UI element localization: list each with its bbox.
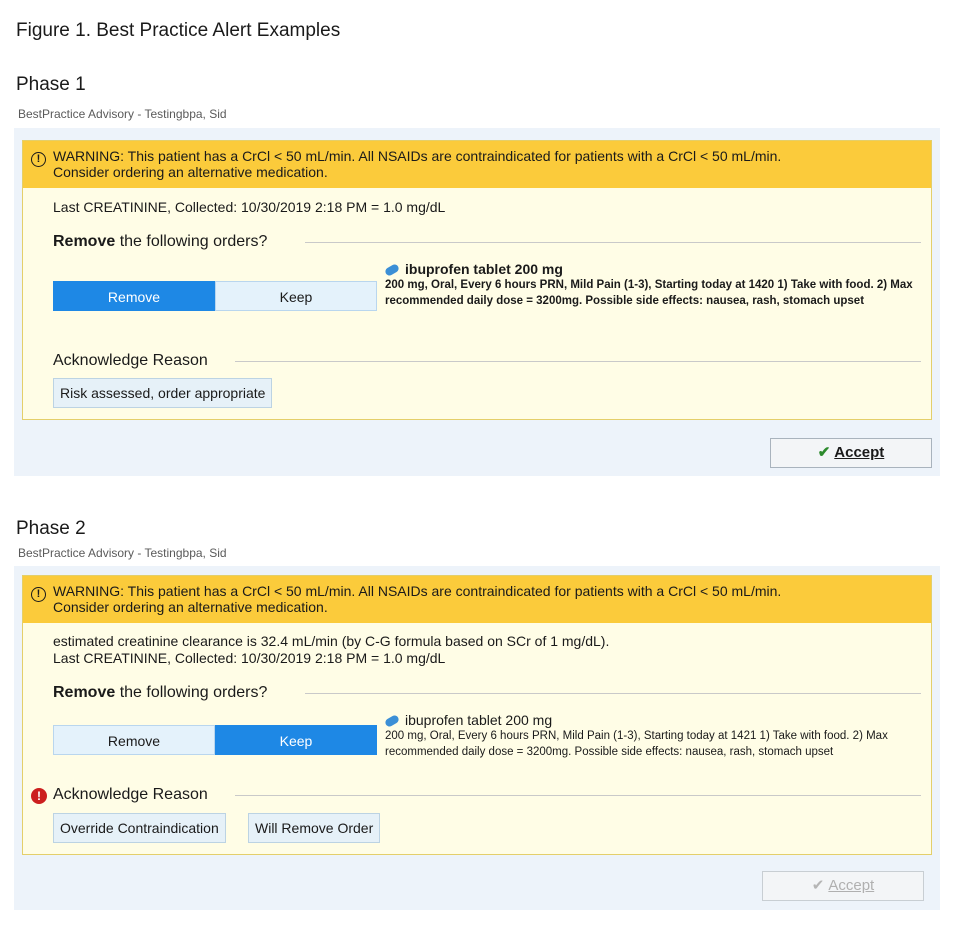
phase2-alert-panel — [22, 575, 932, 855]
checkmark-icon: ✔ — [817, 444, 831, 461]
phase1-warning-banner — [23, 141, 931, 188]
phase2-window-title: BestPractice Advisory - Testingbpa, Sid — [14, 540, 940, 566]
phase2-order-detail: 200 mg, Oral, Every 6 hours PRN, Mild Pain (1-3), Starting today at 1421 1) Take with food. 2) Max recommended daily dose = 3200mg. Possible side effects: nausea, rash, stomach upset — [385, 730, 888, 758]
phase2-keep-button[interactable]: Keep — [215, 725, 377, 755]
phase1-order — [385, 261, 925, 309]
phase2-order — [385, 712, 925, 760]
phase2-warning-banner — [23, 576, 931, 623]
phase2-warning-line2: Consider ordering an alternative medication. — [53, 599, 328, 615]
phase2-remove-button[interactable]: Remove — [53, 725, 215, 755]
phase1-alert-panel — [22, 140, 932, 420]
error-icon: ! — [31, 788, 47, 804]
phase2-accept-button[interactable]: ✔ Accept — [762, 871, 924, 901]
medication-icon — [384, 714, 400, 728]
warning-icon: ! — [31, 152, 46, 167]
phase1-remove-heading: Remove the following orders? — [53, 233, 268, 250]
phase1-remove-button[interactable]: Remove — [53, 281, 215, 311]
phase1-warning-line1: WARNING: This patient has a CrCl < 50 mL/min. All NSAIDs are contraindicated for patients with a CrCl < 50 mL/min. — [53, 148, 782, 164]
phase2-warning-line1: WARNING: This patient has a CrCl < 50 mL/min. All NSAIDs are contraindicated for patients with a CrCl < 50 mL/min. — [53, 583, 782, 599]
phase2-remove-heading: Remove the following orders? — [53, 684, 268, 701]
phase2-crcl-estimate: estimated creatinine clearance is 32.4 mL/min (by C-G formula based on SCr of 1 mg/dL). — [53, 633, 610, 649]
phase1-ack-heading: Acknowledge Reason — [53, 352, 208, 369]
phase1-order-name: ibuprofen tablet 200 mg — [405, 261, 563, 277]
phase2-lab-result: Last CREATININE, Collected: 10/30/2019 2:18 PM = 1.0 mg/dL — [53, 650, 446, 666]
phase1-dialog — [14, 100, 940, 476]
phase2-dialog — [14, 540, 940, 910]
phase2-order-name: ibuprofen tablet 200 mg — [405, 712, 553, 728]
phase1-lab-result: Last CREATININE, Collected: 10/30/2019 2:18 PM = 1.0 mg/dL — [53, 199, 446, 215]
phase1-window-title: BestPractice Advisory - Testingbpa, Sid — [14, 100, 940, 128]
phase1-reason-risk-assessed[interactable]: Risk assessed, order appropriate — [53, 378, 272, 408]
phase2-title: Phase 2 — [16, 518, 86, 539]
divider — [305, 693, 921, 694]
checkmark-icon: ✔ — [811, 877, 825, 894]
phase2-reason-will-remove[interactable]: Will Remove Order — [248, 813, 380, 843]
medication-icon — [384, 263, 400, 277]
phase1-title: Phase 1 — [16, 74, 86, 95]
divider — [235, 361, 921, 362]
phase1-keep-button[interactable]: Keep — [215, 281, 377, 311]
phase2-reason-override[interactable]: Override Contraindication — [53, 813, 226, 843]
phase1-accept-button[interactable]: ✔ Accept — [770, 438, 932, 468]
phase1-order-detail: 200 mg, Oral, Every 6 hours PRN, Mild Pain (1-3), Starting today at 1420 1) Take with food. 2) Max recommended daily dose = 3200mg. Possible side effects: nausea, rash, stomach upset — [385, 279, 913, 307]
phase2-ack-heading: Acknowledge Reason — [53, 786, 208, 803]
warning-icon: ! — [31, 587, 46, 602]
divider — [305, 242, 921, 243]
phase1-warning-line2: Consider ordering an alternative medication. — [53, 164, 328, 180]
figure-title: Figure 1. Best Practice Alert Examples — [16, 20, 341, 41]
divider — [235, 795, 921, 796]
